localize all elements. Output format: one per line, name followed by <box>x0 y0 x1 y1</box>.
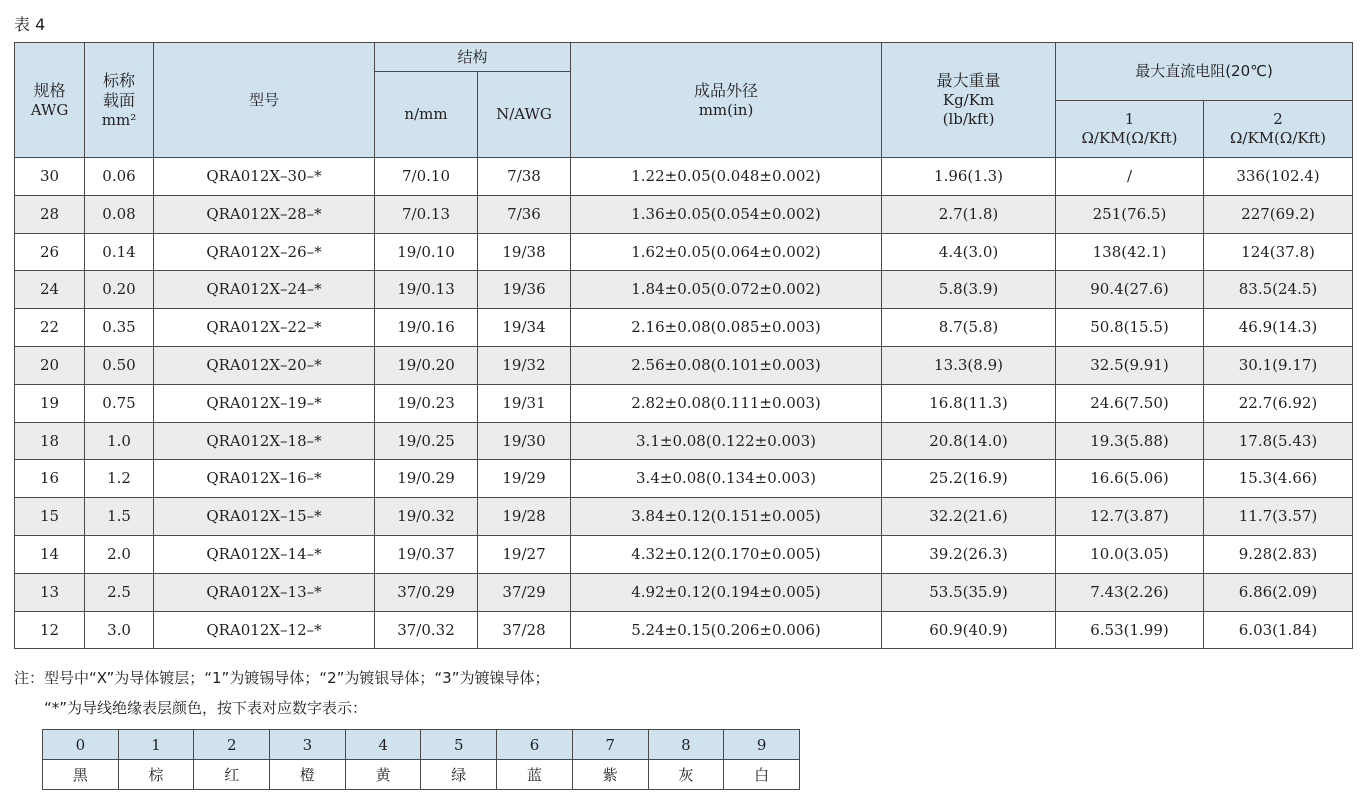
table-cell: 6.53(1.99) <box>1056 611 1204 649</box>
table-cell: 1.84±0.05(0.072±0.002) <box>571 271 882 309</box>
table-cell: 251(76.5) <box>1056 195 1204 233</box>
table-cell: 9.28(2.83) <box>1204 535 1353 573</box>
table-row <box>15 422 1353 460</box>
table-cell: 19/0.23 <box>375 384 478 422</box>
table-cell: 14 <box>15 535 85 573</box>
table-cell: 16.6(5.06) <box>1056 460 1204 498</box>
table-cell: 1.36±0.05(0.054±0.002) <box>571 195 882 233</box>
table-cell: 20.8(14.0) <box>882 422 1056 460</box>
table-cell: 1.5 <box>85 498 154 536</box>
table-cell: 7/0.13 <box>375 195 478 233</box>
header-weight <box>882 43 1056 158</box>
table-cell: 3.4±0.08(0.134±0.003) <box>571 460 882 498</box>
header-weight-label: 最大重量 <box>936 71 1001 91</box>
note-line-2: “*”为导线绝缘表层颜色，按下表对应数字表示： <box>44 699 368 717</box>
table-cell: QRA012X–24–* <box>154 271 375 309</box>
table-cell: 0.50 <box>85 346 154 384</box>
table-cell: 30 <box>15 158 85 196</box>
table-cell: 17.8(5.43) <box>1204 422 1353 460</box>
table-cell: 8.7(5.8) <box>882 309 1056 347</box>
table-cell: 7/0.10 <box>375 158 478 196</box>
table-cell: 138(42.1) <box>1056 233 1204 271</box>
table-cell: 37/0.32 <box>375 611 478 649</box>
table-cell: 7/38 <box>478 158 571 196</box>
table-cell: 19/28 <box>478 498 571 536</box>
legend-number-cell: 3 <box>270 730 346 760</box>
table-cell: 6.03(1.84) <box>1204 611 1353 649</box>
header-spec: 规格 <box>33 80 66 100</box>
header-weight-unit1: Kg/Km <box>942 91 995 110</box>
table-cell: 1.2 <box>85 460 154 498</box>
table-cell: 53.5(35.9) <box>882 573 1056 611</box>
header-r1-unit: Ω/KM(Ω/Kft) <box>1081 129 1178 147</box>
header-resistance-1 <box>1056 101 1204 158</box>
table-cell: 30.1(9.17) <box>1204 346 1353 384</box>
table-cell: 13.3(8.9) <box>882 346 1056 384</box>
table-cell: 4.32±0.12(0.170±0.005) <box>571 535 882 573</box>
table-cell: 5.24±0.15(0.206±0.006) <box>571 611 882 649</box>
table-cell: 50.8(15.5) <box>1056 309 1204 347</box>
table-cell: 0.20 <box>85 271 154 309</box>
table-cell: 19/31 <box>478 384 571 422</box>
legend-number-cell: 5 <box>421 730 497 760</box>
table-cell: 0.35 <box>85 309 154 347</box>
table-cell: QRA012X–22–* <box>154 309 375 347</box>
table-cell: 227(69.2) <box>1204 195 1353 233</box>
table-cell: QRA012X–30–* <box>154 158 375 196</box>
table-cell: 0.75 <box>85 384 154 422</box>
table-cell: 12.7(3.87) <box>1056 498 1204 536</box>
table-cell: 32.2(21.6) <box>882 498 1056 536</box>
table-cell: 39.2(26.3) <box>882 535 1056 573</box>
table-cell: QRA012X–20–* <box>154 346 375 384</box>
color-legend-table <box>42 729 800 790</box>
table-cell: 2.56±0.08(0.101±0.003) <box>571 346 882 384</box>
table-cell: 5.8(3.9) <box>882 271 1056 309</box>
table-cell: 28 <box>15 195 85 233</box>
legend-number-cell: 8 <box>648 730 724 760</box>
table-cell: QRA012X–16–* <box>154 460 375 498</box>
table-cell: QRA012X–14–* <box>154 535 375 573</box>
table-cell: 19/0.25 <box>375 422 478 460</box>
table-cell: 10.0(3.05) <box>1056 535 1204 573</box>
header-r1-label: 1 <box>1124 110 1135 129</box>
legend-color-cell: 绿 <box>421 760 497 790</box>
table-cell: 336(102.4) <box>1204 158 1353 196</box>
table-cell: 0.08 <box>85 195 154 233</box>
legend-color-cell: 红 <box>194 760 270 790</box>
table-cell: 3.1±0.08(0.122±0.003) <box>571 422 882 460</box>
table-cell: 18 <box>15 422 85 460</box>
table-cell: 19/0.16 <box>375 309 478 347</box>
legend-color-cell: 白 <box>724 760 800 790</box>
table-row <box>15 346 1353 384</box>
legend-number-row <box>43 730 800 760</box>
legend-color-row <box>43 760 800 790</box>
table-cell: 4.92±0.12(0.194±0.005) <box>571 573 882 611</box>
table-cell: 1.22±0.05(0.048±0.002) <box>571 158 882 196</box>
table-cell: 15 <box>15 498 85 536</box>
table-cell: 24 <box>15 271 85 309</box>
table-cell: 25.2(16.9) <box>882 460 1056 498</box>
table-cell: 19/29 <box>478 460 571 498</box>
table-cell: 19/36 <box>478 271 571 309</box>
legend-color-cell: 紫 <box>572 760 648 790</box>
table-cell: 19/34 <box>478 309 571 347</box>
table-cell: 1.96(1.3) <box>882 158 1056 196</box>
header-od <box>571 43 882 158</box>
table-cell: 11.7(3.57) <box>1204 498 1353 536</box>
table-cell: QRA012X–12–* <box>154 611 375 649</box>
table-row <box>15 384 1353 422</box>
legend-color-cell: 橙 <box>270 760 346 790</box>
table-cell: 60.9(40.9) <box>882 611 1056 649</box>
legend-color-cell: 灰 <box>648 760 724 790</box>
table-cell: 37/0.29 <box>375 573 478 611</box>
table-cell: 4.4(3.0) <box>882 233 1056 271</box>
table-row <box>15 573 1353 611</box>
table-row <box>15 233 1353 271</box>
table-row <box>15 535 1353 573</box>
table-cell: 16 <box>15 460 85 498</box>
table-cell: 2.7(1.8) <box>882 195 1056 233</box>
table-title: 表 4 <box>14 15 46 34</box>
table-cell: 20 <box>15 346 85 384</box>
table-body <box>15 158 1353 649</box>
table-cell: 16.8(11.3) <box>882 384 1056 422</box>
header-n-awg: N/AWG <box>478 72 571 158</box>
table-cell: 7/36 <box>478 195 571 233</box>
table-cell: 90.4(27.6) <box>1056 271 1204 309</box>
table-cell: 0.06 <box>85 158 154 196</box>
table-cell: 26 <box>15 233 85 271</box>
header-nominal: 标称 <box>102 70 135 90</box>
table-cell: 7.43(2.26) <box>1056 573 1204 611</box>
table-cell: 3.0 <box>85 611 154 649</box>
header-resistance: 最大直流电阻(20℃) <box>1056 43 1353 101</box>
table-row <box>15 309 1353 347</box>
table-cell: 19/0.29 <box>375 460 478 498</box>
table-cell: 19/30 <box>478 422 571 460</box>
header-od-label: 成品外径 <box>694 80 759 100</box>
legend-color-cell: 黑 <box>43 760 119 790</box>
table-cell: / <box>1056 158 1204 196</box>
legend-color-cell: 黄 <box>345 760 421 790</box>
table-cell: 1.0 <box>85 422 154 460</box>
table-cell: 2.0 <box>85 535 154 573</box>
table-cell: 19/0.13 <box>375 271 478 309</box>
table-cell: 15.3(4.66) <box>1204 460 1353 498</box>
table-row <box>15 271 1353 309</box>
header-r2-label: 2 <box>1273 110 1283 129</box>
table-cell: 19/38 <box>478 233 571 271</box>
legend-number-cell: 4 <box>345 730 421 760</box>
table-cell: 22.7(6.92) <box>1204 384 1353 422</box>
header-od-unit: mm(in) <box>698 100 754 119</box>
table-cell: 83.5(24.5) <box>1204 271 1353 309</box>
table-cell: QRA012X–18–* <box>154 422 375 460</box>
table-cell: 6.86(2.09) <box>1204 573 1353 611</box>
table-cell: 2.82±0.08(0.111±0.003) <box>571 384 882 422</box>
table-cell: QRA012X–28–* <box>154 195 375 233</box>
header-r2-unit: Ω/KM(Ω/Kft) <box>1230 129 1327 147</box>
table-cell: 19/0.10 <box>375 233 478 271</box>
table-cell: QRA012X–13–* <box>154 573 375 611</box>
table-row <box>15 611 1353 649</box>
legend-color-cell: 蓝 <box>497 760 573 790</box>
spec-table <box>14 42 1353 649</box>
table-cell: QRA012X–26–* <box>154 233 375 271</box>
table-cell: 37/28 <box>478 611 571 649</box>
table-cell: 19/27 <box>478 535 571 573</box>
legend-number-cell: 2 <box>194 730 270 760</box>
table-cell: 19/0.20 <box>375 346 478 384</box>
table-cell: 19/0.37 <box>375 535 478 573</box>
legend-color-cell: 棕 <box>118 760 194 790</box>
table-cell: 124(37.8) <box>1204 233 1353 271</box>
header-nominal-section <box>85 43 154 158</box>
header-structure: 结构 <box>375 43 571 72</box>
legend-number-cell: 0 <box>43 730 119 760</box>
table-cell: 2.5 <box>85 573 154 611</box>
table-cell: 46.9(14.3) <box>1204 309 1353 347</box>
table-row <box>15 158 1353 196</box>
table-cell: 13 <box>15 573 85 611</box>
table-cell: QRA012X–15–* <box>154 498 375 536</box>
table-cell: 1.62±0.05(0.064±0.002) <box>571 233 882 271</box>
table-row <box>15 498 1353 536</box>
legend-number-cell: 1 <box>118 730 194 760</box>
table-cell: 19 <box>15 384 85 422</box>
table-cell: 2.16±0.08(0.085±0.003) <box>571 309 882 347</box>
table-cell: 19/32 <box>478 346 571 384</box>
header-model: 型号 <box>154 43 375 158</box>
table-cell: 3.84±0.12(0.151±0.005) <box>571 498 882 536</box>
table-cell: 37/29 <box>478 573 571 611</box>
table-cell: 24.6(7.50) <box>1056 384 1204 422</box>
header-n-mm: n/mm <box>375 72 478 158</box>
table-row <box>15 195 1353 233</box>
table-cell: QRA012X–19–* <box>154 384 375 422</box>
legend-number-cell: 9 <box>724 730 800 760</box>
table-cell: 22 <box>15 309 85 347</box>
table-cell: 19/0.32 <box>375 498 478 536</box>
table-cell: 32.5(9.91) <box>1056 346 1204 384</box>
header-unit-mm2: mm² <box>101 110 137 129</box>
table-cell: 19.3(5.88) <box>1056 422 1204 460</box>
header-weight-unit2: (lb/kft) <box>942 110 995 128</box>
note-line-1: 注：型号中“X”为导体镀层；“1”为镀锡导体；“2”为镀银导体；“3”为镀镍导体； <box>14 669 550 687</box>
legend-number-cell: 7 <box>572 730 648 760</box>
table-cell: 12 <box>15 611 85 649</box>
header-awg: AWG <box>30 100 69 119</box>
header-spec-awg <box>15 43 85 158</box>
table-row <box>15 460 1353 498</box>
legend-number-cell: 6 <box>497 730 573 760</box>
table-cell: 0.14 <box>85 233 154 271</box>
header-resistance-2 <box>1204 101 1353 158</box>
header-section: 载面 <box>102 90 135 110</box>
